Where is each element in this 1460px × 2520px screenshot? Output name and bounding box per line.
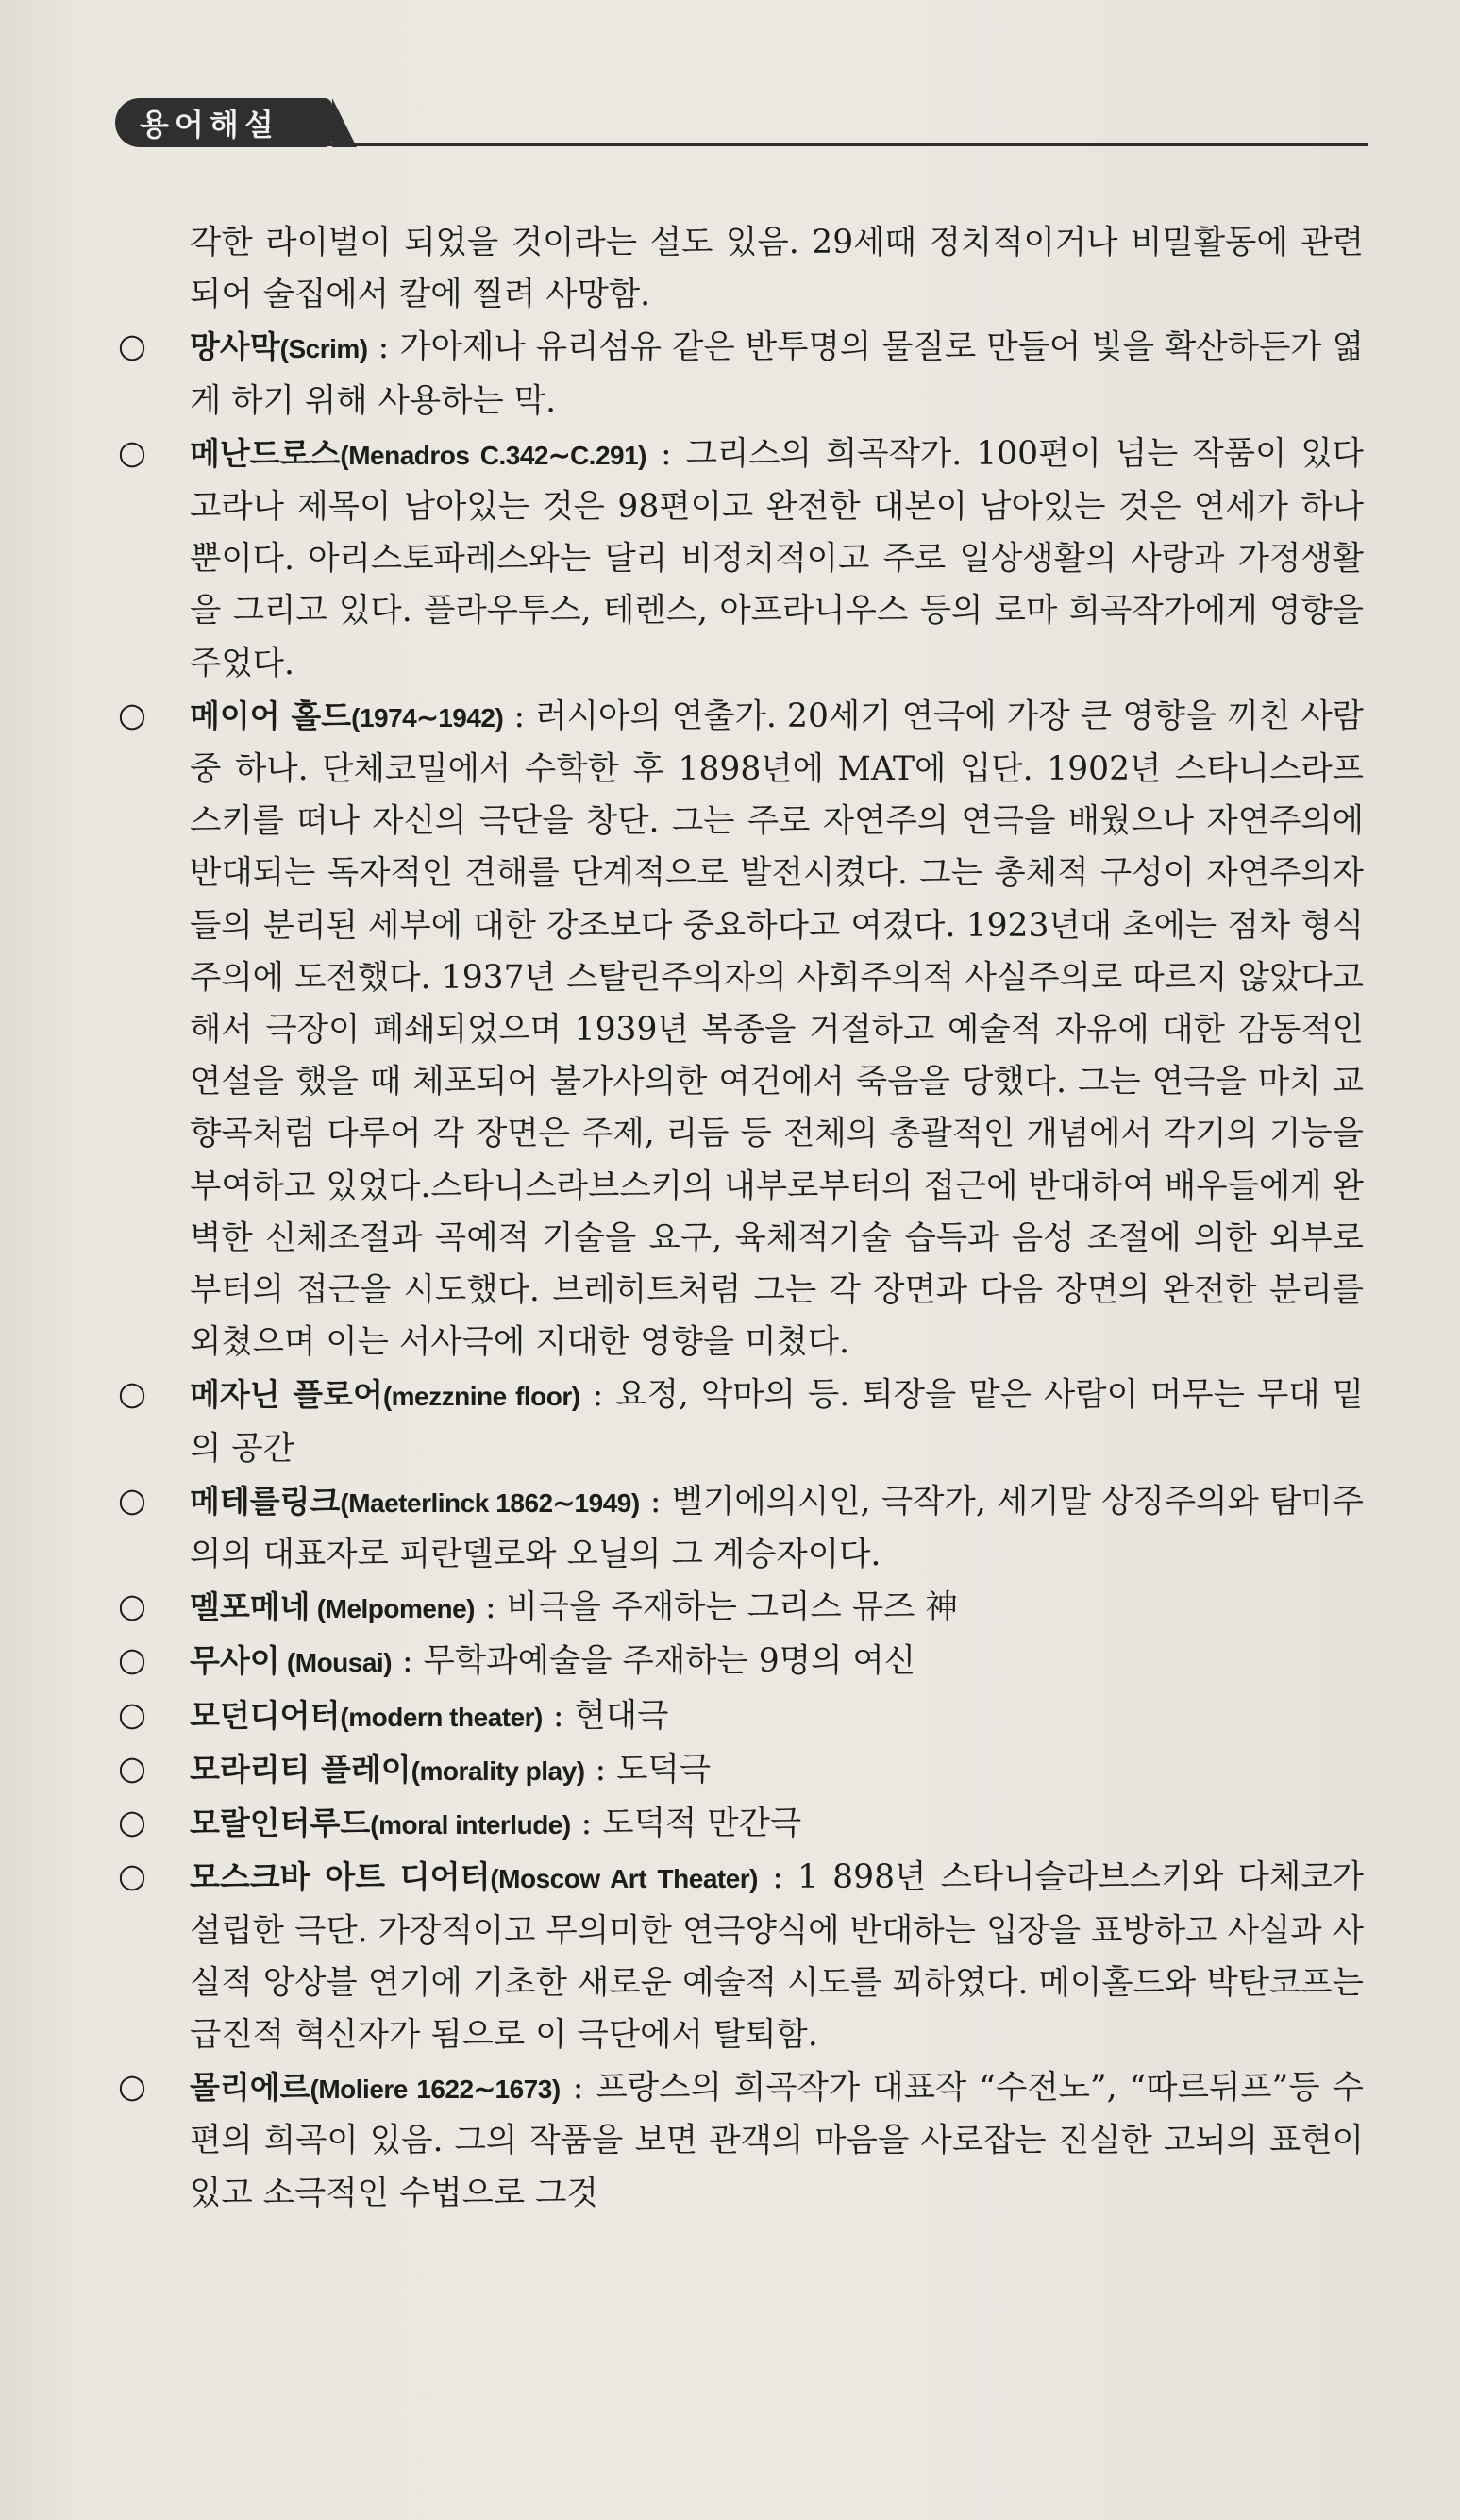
bullet-icon: ○ [118,696,147,734]
entry-separator: : [579,1376,616,1415]
entry-description: 그리스의 희곡작가. 100편이 넘는 작품이 있다고라나 제목이 남아있는 것은 98편이고 완전한 대본이 남아있는 것은 연세가 하나뿐이다. 아리스토파레스와는 달리 비정치적이고 주로 일상생활의 사랑과 가정생활을 그리고 있다. 플라우투스, 테렌스, 아프라니우스 등의 로마 희곡작가에게 영향을 주었다. [190,434,1364,682]
entry-separator: : [560,2069,596,2108]
bullet-icon: ○ [118,2068,147,2107]
entry-separator: : [503,697,536,735]
entry-original: (Moscow Art Theater) [490,1864,759,1894]
continued-paragraph: 각한 라이벌이 되었을 것이라는 설도 있음. 29세때 정치적이거나 비밀활동에 관련되어 술집에서 칼에 찔려 사망함. [190,224,1364,314]
glossary-entry-morality-play [118,1743,1364,1797]
bullet-icon: ○ [118,1804,147,1842]
glossary-entry-menandros [118,428,1364,690]
entry-term: 메자닌 플로어 [190,1376,383,1414]
entry-description: 현대극 [574,1696,669,1735]
bullet-icon: ○ [118,433,147,472]
entry-description: 벨기에의시인, 극작가, 세기말 상징주의와 탐미주의의 대표자로 피란델로와 오닐의 그 계승자이다. [190,1482,1364,1574]
glossary-entry-scrim [118,321,1364,427]
header-rule [321,143,1368,146]
entry-term: 메테를링크 [190,1482,341,1520]
glossary-entry-mousai [118,1635,1364,1688]
entry-term: 메난드로스 [190,434,341,472]
entry-separator: : [392,1642,424,1681]
entry-separator: : [639,1482,672,1520]
glossary-entry-moral-interlude [118,1797,1364,1851]
entry-term: 모던디어터 [190,1696,341,1734]
bullet-icon: ○ [118,1588,147,1626]
entry-term: 망사막 [190,328,280,366]
glossary-entry-meyerhold [118,690,1364,1369]
entry-original: (Moliere 1622∼1673) [310,2075,561,2105]
glossary-entry-moliere [118,2061,1364,2220]
glossary-entry-maeterlinck [118,1475,1364,1581]
entry-separator: : [542,1696,575,1735]
glossary-entry-moscow-art-theater [118,1851,1364,2061]
entry-description: 요정, 악마의 등. 퇴장을 맡은 사람이 머무는 무대 밑의 공간 [190,1376,1364,1468]
glossary-entry-mezzanine-floor [118,1369,1364,1474]
section-tab [115,98,332,147]
bullet-icon: ○ [118,1641,147,1680]
glossary-entry-modern-theater [118,1689,1364,1743]
entry-description: 무학과예술을 주재하는 9명의 여신 [423,1642,916,1681]
glossary-entry-melpomene [118,1581,1364,1635]
entry-description: 도덕극 [616,1750,712,1789]
bullet-icon: ○ [118,1749,147,1788]
entry-term: 멜포메네 [190,1588,310,1626]
bullet-icon: ○ [118,1481,147,1520]
glossary-body [118,217,1364,2220]
entry-separator: : [367,328,400,367]
entry-original: (Maeterlinck 1862∼1949) [340,1487,640,1518]
entry-separator: : [474,1588,507,1627]
bullet-icon: ○ [118,1695,147,1734]
entry-description: 러시아의 연출가. 20세기 연극에 가장 큰 영향을 끼친 사람 중 하나. 단체코밀에서 수학한 후 1898년에 MAT에 입단. 1902년 스타니스라프 스키를 떠나 자신의 극단을 창단. 그는 주로 자연주의 연극을 배웠으나 자연주의에 반대되는 독자적인 견해를 단계적으로 발전시켰다. 그는 총체적 구성이 자연주의자들의 분리된 세부에 대한 강조보다 중요하다고 여겼다. 1923년대 초에는 점차 형식주의에 도전했다. 1937년 스탈린주의자의 사회주의적 사실주의로 따르지 않았다고 해서 극장이 폐쇄되었으며 1939년 복종을 거절하고 예술적 자유에 대한 감동적인 연설을 했을 때 체포되어 불가사의한 여건에서 죽음을 당했다. 그는 연극을 마치 교향곡처럼 다루어 각 장면은 주제, 리듬 등 전체의 총괄적인 개념에서 각기의 기능을 부여하고 있었다.스타니스라브스키의 내부로부터의 접근에 반대하여 배우들에게 완벽한 신체조절과 곡예적 기술을 요구, 육체적기술 습득과 음성 조절에 의한 외부로부터의 접근을 시도했다. 브레히트처럼 그는 각 장면과 다음 장면의 완전한 분리를 외쳤으며 이는 서사극에 지대한 영향을 미쳤다. [190,697,1364,1362]
entry-original: (Mousai) [279,1648,393,1678]
entry-original: (morality play) [411,1756,585,1786]
entry-original: (1974∼1942) [351,702,504,732]
entry-original: (mezznine floor) [382,1382,580,1412]
entry-description: 1 898년 스타니슬라브스키와 다체코가 설립한 극단. 가장적이고 무의미한 연극양식에 반대하는 입장을 표방하고 사실과 사실적 앙상블 연기에 기초한 새로운 예술적 시도를 꾀하였다. 메이홀드와 박탄코프는 급진적 혁신자가 됨으로 이 극단에서 탈퇴함. [190,1858,1364,2054]
entry-description: 가아제나 유리섬유 같은 반투명의 물질로 만들어 빛을 확산하든가 엷게 하기 위해 사용하는 막. [190,328,1364,420]
running-header [104,91,1368,157]
bullet-icon: ○ [118,1857,147,1896]
entry-term: 모라리티 플레이 [190,1750,411,1788]
entry-separator: : [584,1750,617,1789]
entry-term: 무사이 [190,1642,280,1680]
entry-separator: : [570,1805,603,1843]
entry-description: 도덕적 만간극 [602,1805,802,1843]
entry-original: (Scrim) [279,334,368,364]
entry-term: 몰리에르 [190,2069,310,2107]
entry-original: (Melpomene) [310,1594,475,1624]
entry-description: 비극을 주재하는 그리스 뮤즈 神 [506,1588,958,1627]
bullet-icon: ○ [118,328,147,366]
bullet-icon: ○ [118,1375,147,1414]
entry-term: 메이어 홀드 [190,697,352,734]
entry-term: 모랄인터루드 [190,1805,371,1842]
entry-term: 모스크바 아트 디어터 [190,1858,491,1896]
entry-original: (Menadros C.342∼C.291) [340,440,646,470]
entry-separator: : [758,1858,798,1897]
entry-original: (moral interlude) [370,1810,571,1840]
entry-separator: : [646,434,686,473]
entry-description: 프랑스의 희곡작가 대표작 “수전노”, “따르뒤프”등 수편의 희곡이 있음. 그의 작품을 보면 관객의 마음을 사로잡는 진실한 고뇌의 표현이 있고 소극적인 수법으로 그것 [190,2069,1365,2212]
entry-original: (modern theater) [340,1702,543,1732]
section-tab-label: 용어해설 [140,107,279,143]
